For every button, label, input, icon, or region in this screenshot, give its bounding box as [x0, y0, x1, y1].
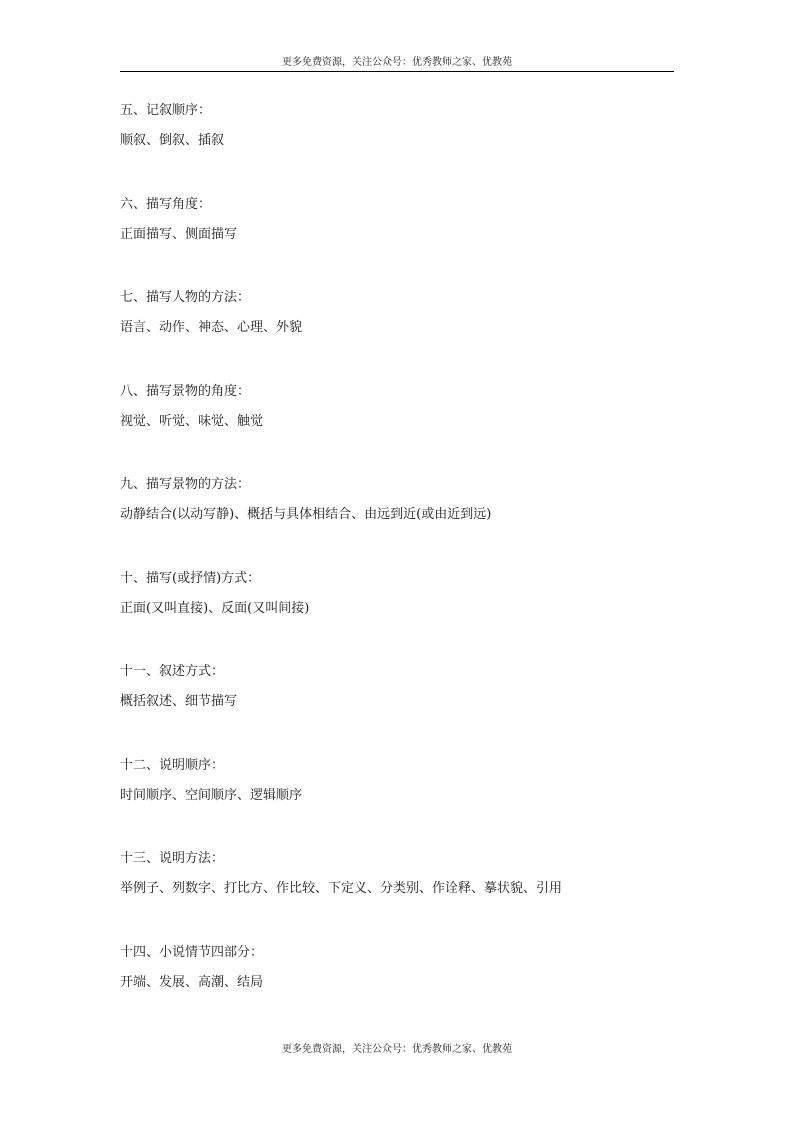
- section-11: [120, 663, 680, 757]
- section-content: 举例子、列数字、打比方、作比较、下定义、分类别、作诠释、摹状貌、引用: [120, 881, 563, 896]
- header-divider: [120, 71, 674, 72]
- page-header: 更多免费资源，关注公众号：优秀教师之家、优教苑: [282, 57, 512, 68]
- section-content: 正面描写、侧面描写: [120, 226, 238, 242]
- section-content: 语言、动作、神态、心理、外貌: [120, 320, 303, 335]
- section-6: [120, 196, 680, 290]
- section-heading: 十四、小说情节四部分：: [120, 944, 264, 960]
- page-footer: 更多免费资源，关注公众号：优秀教师之家、优教苑: [282, 1044, 512, 1055]
- section-12: [120, 757, 680, 851]
- section-content: 正面(又叫直接)、反面(又叫间接): [120, 600, 310, 616]
- section-heading: 六、描写角度：: [120, 196, 212, 212]
- section-content: 顺叙、倒叙、插叙: [120, 133, 225, 148]
- section-heading: 五、记叙顺序：: [120, 103, 212, 118]
- section-heading: 十二、说明顺序：: [120, 757, 225, 773]
- section-content: 动静结合(以动写静)、概括与具体相结合、由远到近(或由近到远): [120, 507, 492, 522]
- section-content: 时间顺序、空间顺序、逻辑顺序: [120, 787, 303, 803]
- section-13: [120, 850, 680, 944]
- section-8: [120, 383, 680, 477]
- section-14: [120, 944, 680, 1038]
- section-heading: 十一、叙述方式：: [120, 664, 225, 679]
- section-heading: 十、描写(或抒情)方式：: [120, 570, 261, 586]
- section-heading: 十三、说明方法：: [120, 851, 225, 866]
- section-7: [120, 289, 680, 383]
- section-10: [120, 570, 680, 664]
- section-heading: 九、描写景物的方法：: [120, 477, 251, 492]
- section-content: 开端、发展、高潮、结局: [120, 974, 264, 990]
- section-heading: 七、描写人物的方法：: [120, 290, 251, 305]
- section-5: [120, 102, 680, 196]
- section-content: 视觉、听觉、味觉、触觉: [120, 413, 264, 429]
- section-9: [120, 476, 680, 570]
- section-heading: 八、描写景物的角度：: [120, 383, 251, 399]
- section-content: 概括叙述、细节描写: [120, 694, 238, 709]
- document-body: [120, 102, 680, 1037]
